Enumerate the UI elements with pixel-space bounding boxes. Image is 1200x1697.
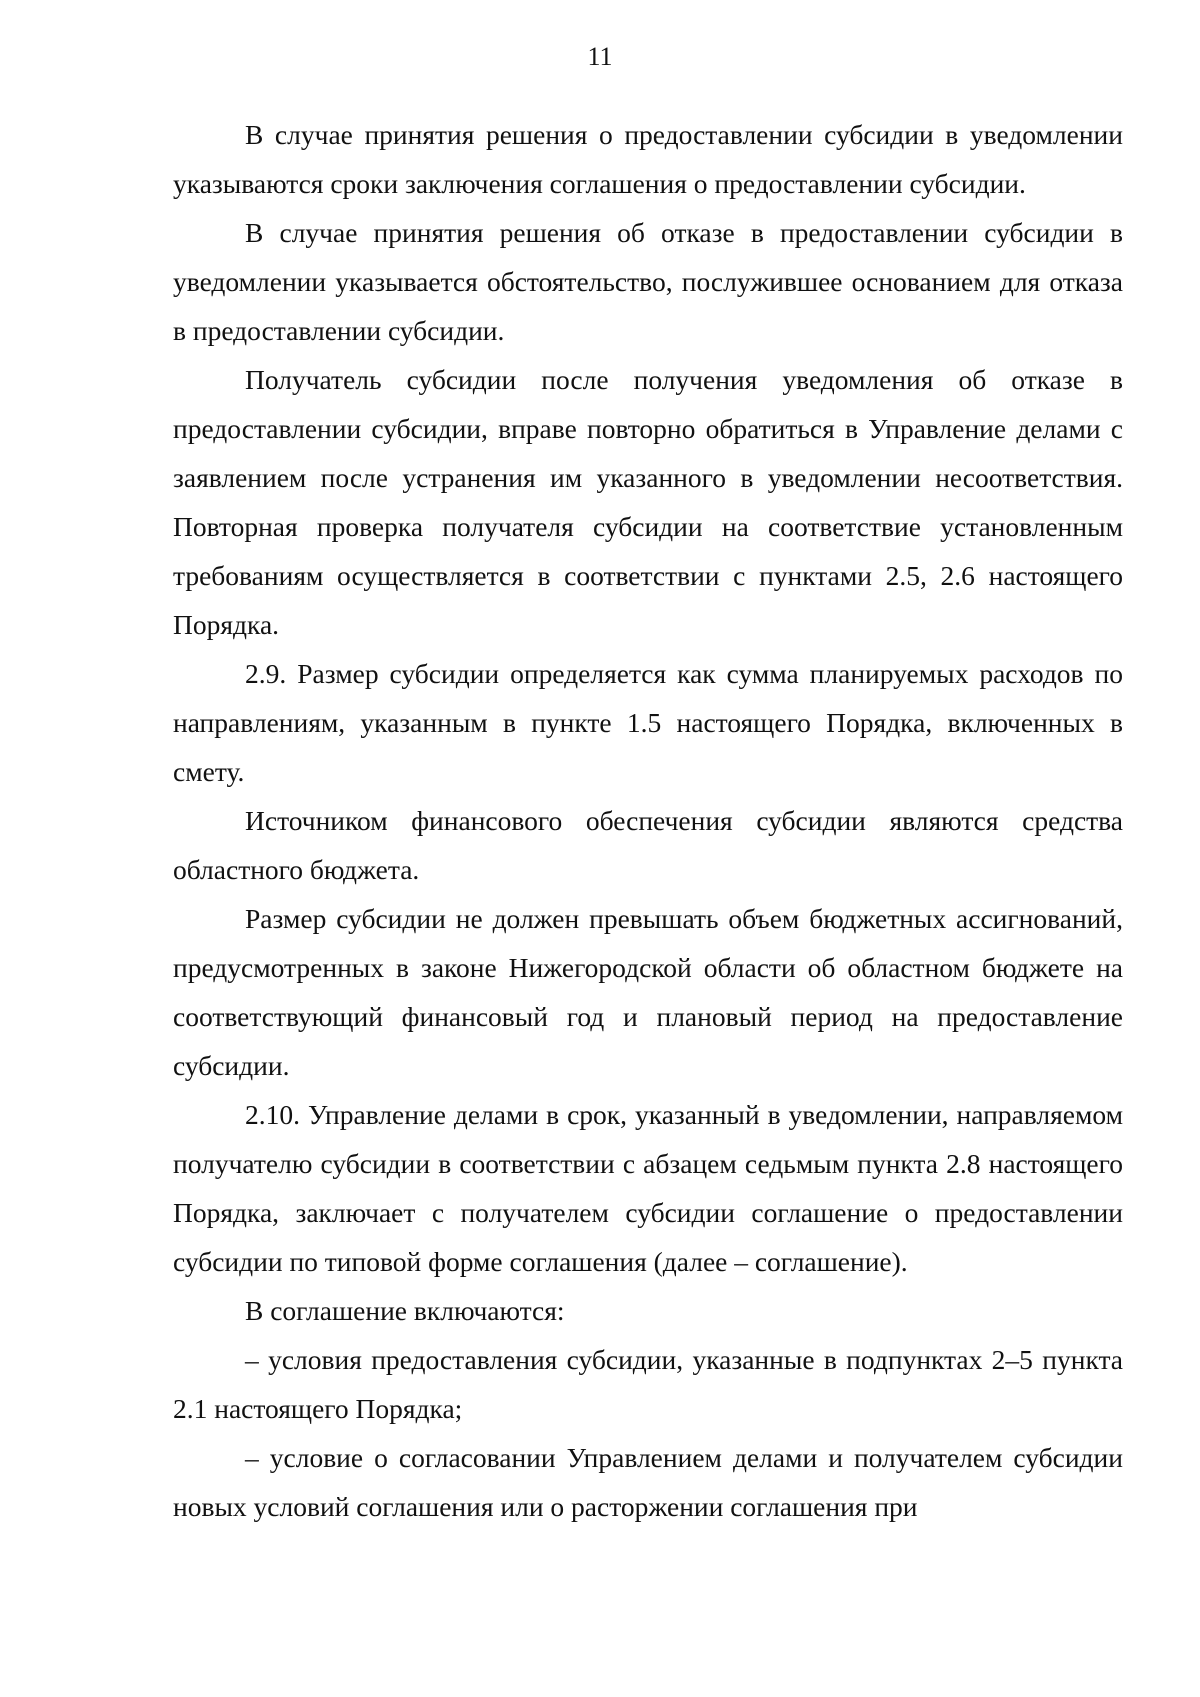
list-item-1: – условия предоставления субсидии, указанные в подпунктах 2–5 пункта 2.1 настоящего Порядка;	[173, 1344, 1123, 1424]
page-number: 11	[587, 42, 613, 71]
paragraph-2: В случае принятия решения об отказе в предоставлении субсидии в уведомлении указывается обстоятельство, послужившее основанием для отказа в предоставлении субсидии.	[173, 217, 1123, 346]
document-body	[173, 110, 1123, 1531]
list-item-2: – условие о согласовании Управлением делами и получателем субсидии новых условий соглашения или о расторжении соглашения при	[173, 1442, 1123, 1522]
paragraph-4: 2.9. Размер субсидии определяется как сумма планируемых расходов по направлениям, указанным в пункте 1.5 настоящего Порядка, включенных в смету.	[173, 658, 1123, 787]
paragraph-1: В случае принятия решения о предоставлении субсидии в уведомлении указываются сроки заключения соглашения о предоставлении субсидии.	[173, 119, 1123, 199]
paragraph-5: Источником финансового обеспечения субсидии являются средства областного бюджета.	[173, 805, 1123, 885]
paragraph-7: 2.10. Управление делами в срок, указанный в уведомлении, направляемом получателю субсидии в соответствии с абзацем седьмым пункта 2.8 настоящего Порядка, заключает с получателем субсидии соглашение о предоставлении субсидии по типовой форме соглашения (далее – соглашение).	[173, 1099, 1123, 1277]
paragraph-8: В соглашение включаются:	[245, 1295, 565, 1326]
paragraph-6: Размер субсидии не должен превышать объем бюджетных ассигнований, предусмотренных в законе Нижегородской области об областном бюджете на соответствующий финансовый год и плановый период на предоставление субсидии.	[173, 903, 1123, 1081]
paragraph-3: Получатель субсидии после получения уведомления об отказе в предоставлении субсидии, вправе повторно обратиться в Управление делами с заявлением после устранения им указанного в уведомлении несоответствия. Повторная проверка получателя субсидии на соответствие установленным требованиям осуществляется в соответствии с пунктами 2.5, 2.6 настоящего Порядка.	[173, 364, 1123, 640]
